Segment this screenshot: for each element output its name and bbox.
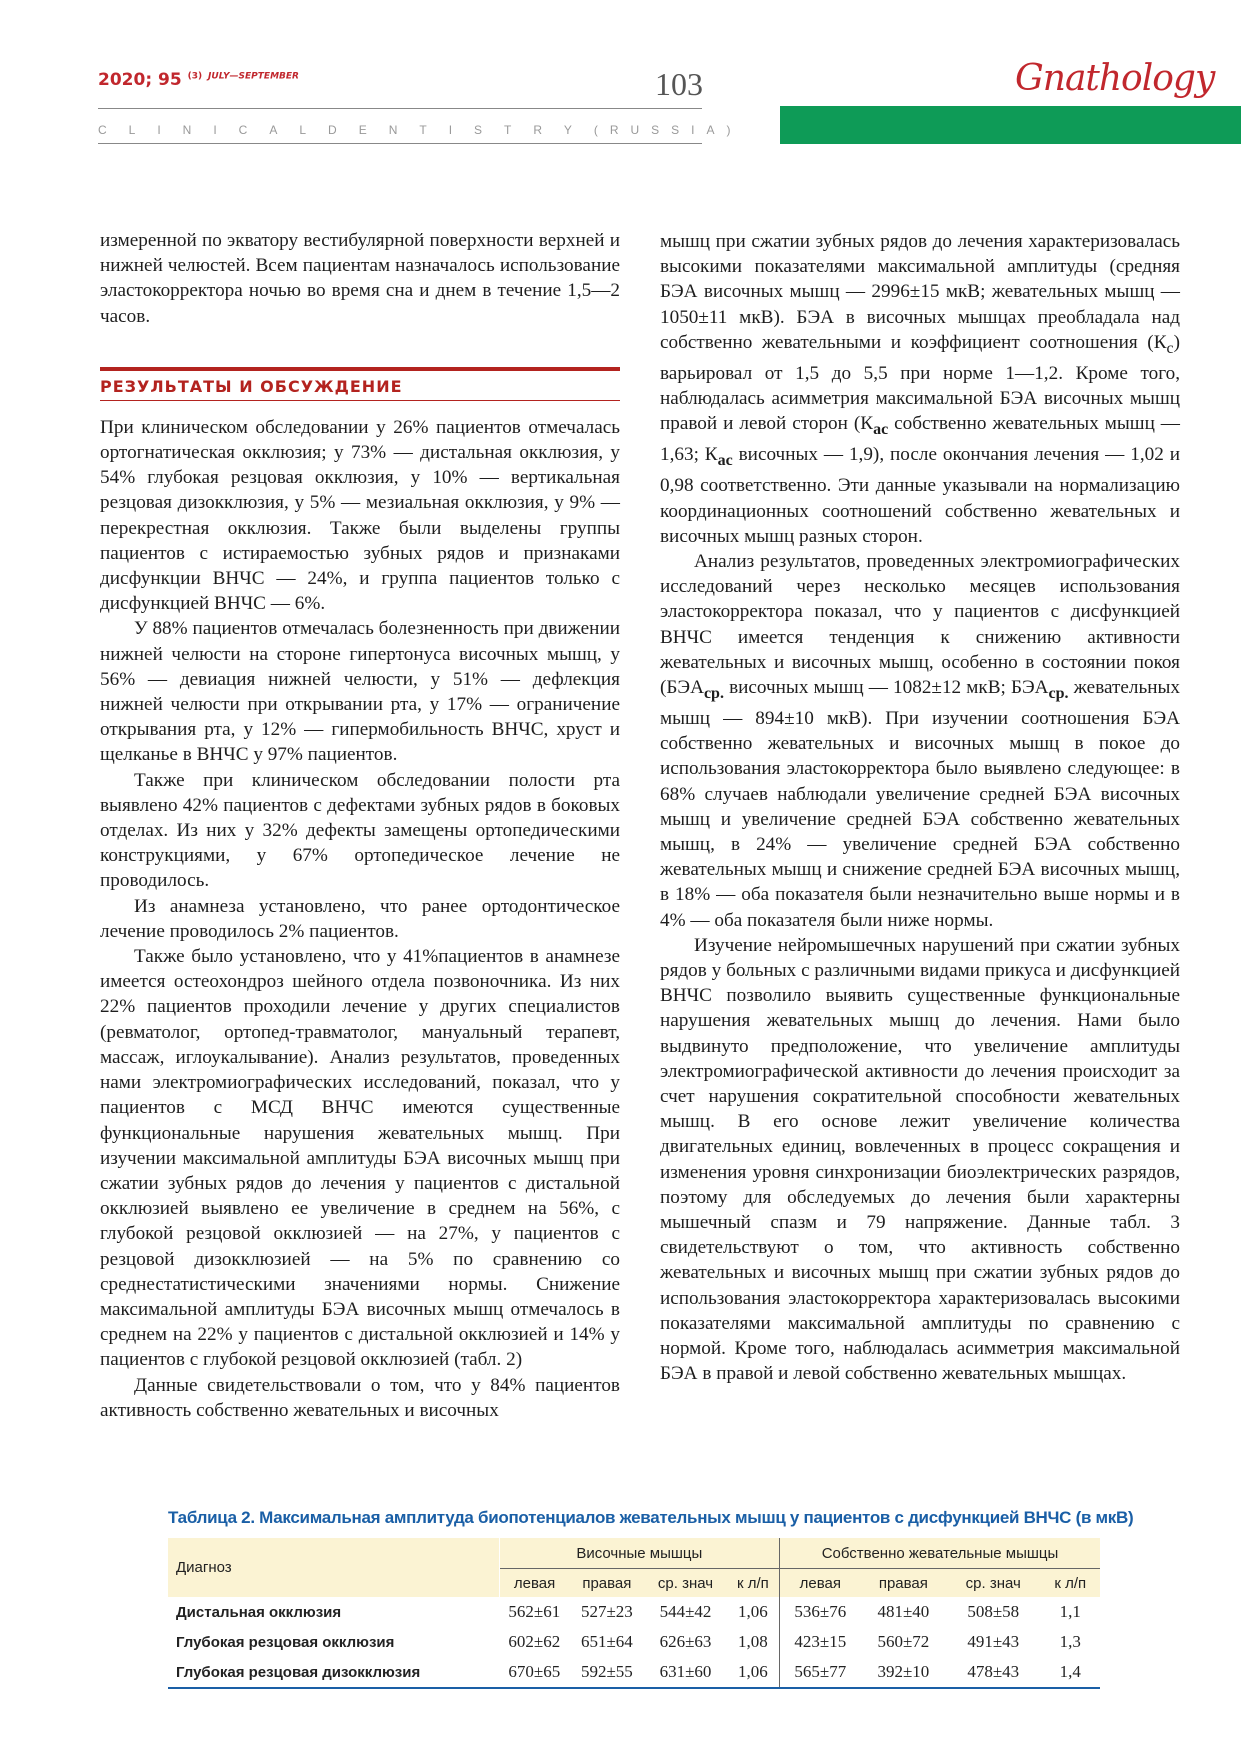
table-cell: 670±65 <box>499 1657 569 1688</box>
text-fragment: собственно жевательных мышц — 1,63; К <box>660 413 1180 466</box>
paragraph <box>660 549 1180 933</box>
header-rule-top <box>98 108 702 109</box>
row-label: Дистальная окклюзия <box>176 1603 342 1621</box>
column-group-temporal: Височные мышцы <box>499 1538 779 1569</box>
table-cell: 527±23 <box>580 1602 633 1621</box>
paragraph: Также было установлено, что у 41%пациентов в анамнезе имеется остеохондроз шейного отдела позвоночника. Из них 22% пациентов проходили лечение у других специалистов (ревматолог, ортопед-травматолог, мануальный терапевт, массаж, иглоукалывание). Анализ результатов, проведенных нами электромиографических исследований, показал, что у пациентов с МСД ВНЧС имеются существенные функциональные нарушения жевательных мышц. При изучении максимальной амплитуды БЭА височных мышц при сжатии зубных рядов до лечения у пациентов с дистальной окклюзией выявлено ее увеличение в среднем на 56%, с глубокой резцовой окклюзией — на 27%, у пациентов с резцовой дизокклюзией — на 5% по сравнению со среднестатистическими значениями нормы. Снижение максимальной амплитуды БЭА височных мышц отмечалось в среднем на 22% у пациентов с дистальной окклюзией и 14% у пациентов с глубокой резцовой окклюзией (табл. 2) <box>100 946 620 1371</box>
text-fragment: жевательных мышц — 894±10 мкВ). При изучении соотношения БЭА собственно жевательных и височных мышц в покое до использования эластокорректора было выявлено следующее: в 68% случаев наблюдали увеличение средней БЭА височных мышц и увеличение средней БЭА собственно жевательных мышц, в 24% — увеличение средней БЭА собственно жевательных мышц и снижение средней БЭА височных мышц, в 18% — оба показателя были незначительно выше нормы и в 4% — оба показателя были ниже нормы. <box>660 676 1181 931</box>
paragraph: У 88% пациентов отмечалась болезненность при движении нижней челюсти на стороне гипертонуса височных мышц, у 56% — девиация нижней челюсти, у 51% — дефлекция нижней челюсти при открывании рта, у 17% — ограничение открывания рта, у 12% — гипермобильность ВНЧС, хруст и щелканье в ВНЧС у 97% пациентов. <box>100 618 620 766</box>
table-row <box>168 1627 1100 1657</box>
issue-period: JULY—SEPTEMBER <box>208 71 299 82</box>
table-cell: 651±64 <box>580 1632 633 1651</box>
issue-number: (3) <box>187 71 203 82</box>
table-cell: 508±58 <box>967 1602 1020 1621</box>
table-cell: 481±40 <box>877 1602 930 1621</box>
table-cell: 560±72 <box>877 1632 930 1651</box>
column-header: к л/п <box>727 1569 780 1598</box>
table-cell: 423±15 <box>794 1632 847 1651</box>
table-cell: 631±60 <box>644 1657 727 1688</box>
table-cell: 1,3 <box>1059 1632 1081 1651</box>
section-color-bar <box>780 106 1241 144</box>
table-cell: 1,06 <box>727 1597 780 1627</box>
subscript: ср. <box>1048 684 1069 702</box>
column-header: ср. знач <box>946 1569 1040 1598</box>
text-fragment: мышц при сжатии зубных рядов до лечения характеризовалась высокими показателями максимальной амплитуды (средняя БЭА височных мышц — 2996±15 мкВ; жевательных мышц — 1050±11 мкВ). БЭА в височных мышцах преобладала над собственно жевательными и коэффициент соотношения (К <box>660 231 1180 353</box>
subscript: ср. <box>703 684 724 702</box>
text-fragment: височных — 1,9), после окончания лечения — 1,02 и 0,98 соответственно. Эти данные указывали на нормализацию координационных соотношений собственно жевательных и височных мышц разных сторон. <box>660 444 1180 547</box>
intro-paragraph: измеренной по экватору вестибулярной поверхности верхней и нижней челюстей. Всем пациентам назначалось использование эластокорректора ночью во время сна и днем в течение 1,5—2 часов. <box>100 230 620 327</box>
section-underline <box>100 400 620 401</box>
column-header: к л/п <box>1040 1569 1100 1598</box>
table-cell: 592±55 <box>570 1657 645 1688</box>
text-fragment: Анализ результатов, проведенных электромиографических исследований через несколько месяцев использования эластокорректора показал, что у пациентов с дисфункцией ВНЧС имеется тенденция к снижению активности жевательных и височных мышц, особенно в состоянии покоя (БЭА <box>660 550 1180 698</box>
section-title: Gnathology <box>1015 58 1215 99</box>
table-caption: Таблица 2. Максимальная амплитуда биопотенциалов жевательных мышц у пациентов с дисфункцией ВНЧС (в мкВ) <box>168 1508 1134 1527</box>
page-number: 103 <box>655 66 703 102</box>
section-rule <box>100 367 620 371</box>
column-header: правая <box>570 1569 645 1598</box>
right-column <box>660 229 1180 1386</box>
column-header: левая <box>499 1569 569 1598</box>
table-cell: 1,06 <box>727 1657 780 1688</box>
results-heading: РЕЗУЛЬТАТЫ И ОБСУЖДЕНИЕ <box>100 376 403 396</box>
issue-info <box>98 70 299 90</box>
row-label: Глубокая резцовая дизокклюзия <box>168 1657 499 1688</box>
paragraph <box>660 229 1180 549</box>
table-cell: 536±76 <box>794 1602 847 1621</box>
table-cell: 392±10 <box>861 1657 946 1688</box>
table-cell: 602±62 <box>508 1632 561 1651</box>
column-header: правая <box>861 1569 946 1598</box>
text-fragment: ) варьировал от 1,5 до 5,5 при норме 1—1,2. Кроме того, наблюдалась асимметрия максимальной БЭА височных мышц правой и левой сторон (К <box>660 331 1180 435</box>
table-cell: 491±43 <box>967 1632 1020 1651</box>
year-volume: 2020; 95 <box>98 70 182 90</box>
table-cell: 478±43 <box>946 1657 1040 1688</box>
table-cell: 544±42 <box>659 1602 712 1621</box>
column-header-diagnosis: Диагноз <box>168 1538 499 1597</box>
column-group-masseter: Собственно жевательные мышцы <box>779 1538 1100 1569</box>
table-row <box>168 1597 1100 1627</box>
paragraph: Данные свидетельствовали о том, что у 84% пациентов активность собственно жевательных и височных <box>100 1374 620 1421</box>
column-header: левая <box>779 1569 860 1598</box>
left-column <box>100 228 620 1423</box>
paragraph: Изучение нейромышечных нарушений при сжатии зубных рядов у больных с различными видами прикуса и дисфункцией ВНЧС позволило выявить существенные функциональные нарушения жевательных мышц до лечения. Нами было выдвинуто предположение, что увеличение амплитуды электромиографической активности до лечения происходит за счет нарушения сократительной способности жевательных мышц. В его основе лежит увеличение количества двигательных единиц, вовлеченных в процесс сокращения и изменения уровня синхронизации биоэлектрических разрядов, поэтому для обследуемых до лечения были характерны мышечный спазм и 79 напряжение. Данные табл. 3 свидетельствуют о том, что активность собственно жевательных и височных мышц при сжатии зубных рядов до использования эластокорректора характеризовалась высокими показателями максимальной амплитуды по сравнению с нормой. Кроме того, наблюдалась асимметрия максимальной БЭА в правой и левой собственно жевательных мышцах. <box>660 934 1180 1385</box>
journal-word-1: CLINICAL <box>98 123 329 137</box>
paragraph: Также при клиническом обследовании полости рта выявлено 42% пациентов с дефектами зубных рядов в боковых отделах. Из них у 32% дефекты замещены ортопедическими конструкциями, у 67% ортопедическое лечение не проводилось. <box>100 769 620 892</box>
table-cell: 1,1 <box>1059 1602 1081 1621</box>
journal-name <box>98 123 743 137</box>
table-row <box>168 1657 1100 1688</box>
paragraph: При клиническом обследовании у 26% пациентов отмечалась ортогнатическая окклюзия; у 73% — дистальная окклюзия, у 54% глубокая резцовая окклюзия, у 10% — вертикальная резцовая дизокклюзия, у 5% — мезиальная окклюзия, у 9% — перекрестная окклюзия. Также были выделены группы пациентов с истираемостью зубных рядов и признаками дисфункции ВНЧС — 24%, и группа пациентов только с дисфункцией ВНЧС — 6%. <box>100 416 620 615</box>
journal-word-2: DENTISTRY <box>328 123 594 137</box>
subscript: с <box>1166 339 1174 357</box>
text-fragment: височных мышц — 1082±12 мкВ; БЭА <box>723 676 1049 698</box>
table-cell: 626±63 <box>659 1632 712 1651</box>
paragraph: Из анамнеза установлено, что ранее ортодонтическое лечение проводилось 2% пациентов. <box>100 895 620 942</box>
data-table <box>168 1538 1100 1689</box>
table-cell: 1,08 <box>727 1627 780 1657</box>
table-cell: 1,4 <box>1040 1657 1100 1688</box>
column-header: ср. знач <box>644 1569 727 1598</box>
table-cell: 562±61 <box>508 1602 561 1621</box>
subscript: ас <box>717 452 733 470</box>
journal-word-3: (RUSSIA) <box>593 123 743 137</box>
subscript: ас <box>873 421 889 439</box>
header-rule-bottom <box>98 143 702 144</box>
table-cell: 565±77 <box>779 1657 860 1688</box>
row-label: Глубокая резцовая окклюзия <box>176 1633 395 1651</box>
